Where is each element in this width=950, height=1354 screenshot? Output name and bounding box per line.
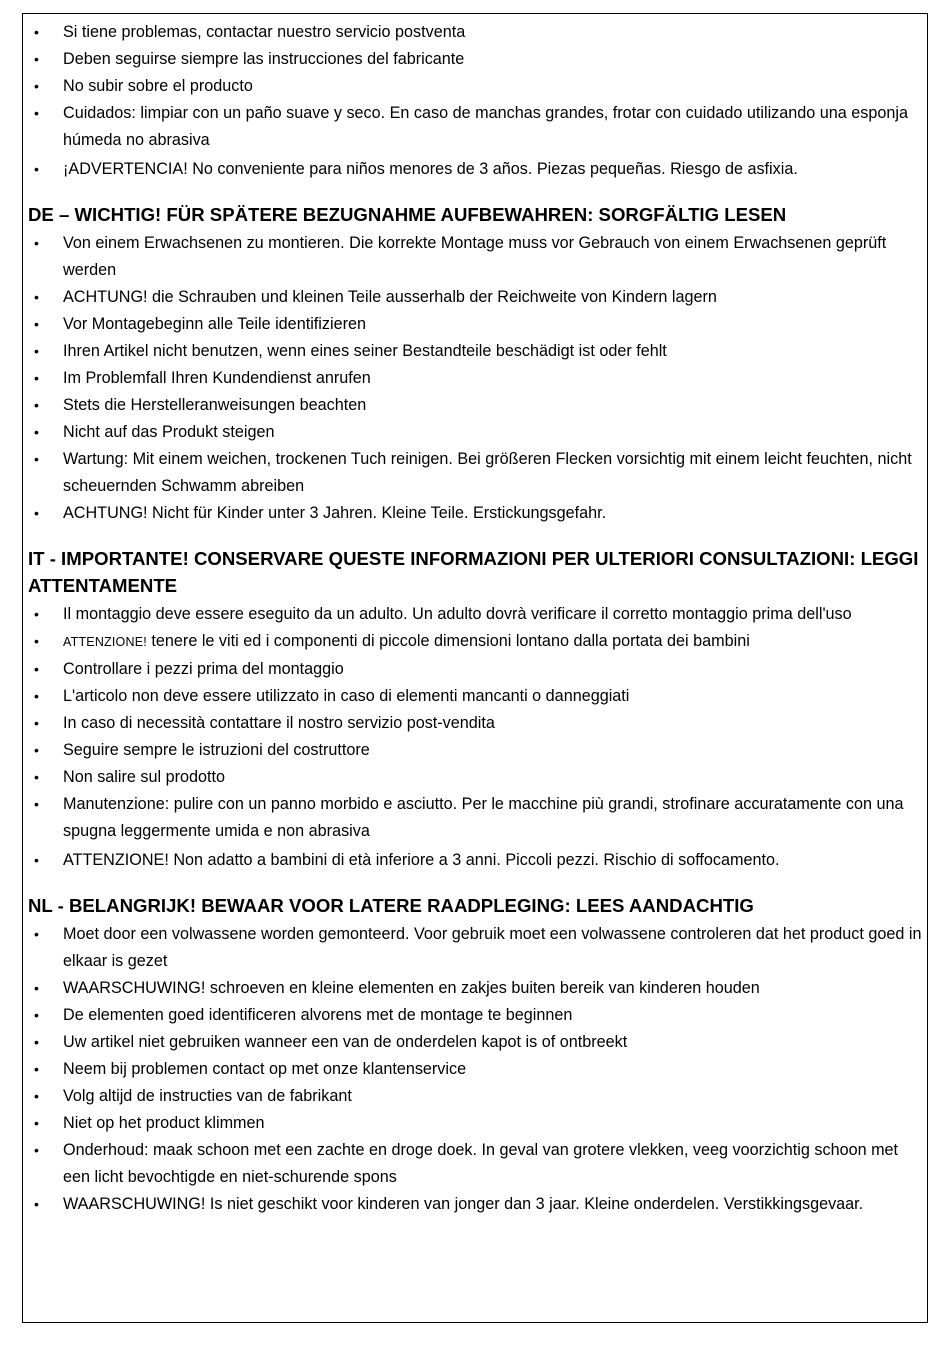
list-item [28, 230, 924, 284]
list-item [28, 921, 924, 975]
list-item [28, 683, 924, 710]
bullet-icon: • [34, 633, 39, 649]
section-heading-de: DE – WICHTIG! FÜR SPÄTERE BEZUGNAHME AUFBEWAHREN: SORGFÄLTIG LESEN [28, 204, 787, 225]
list-item-text: In caso di necessità contattare il nostro servizio post-vendita [63, 714, 495, 732]
bullet-icon: • [34, 505, 39, 521]
list-item [28, 284, 924, 311]
list-item [28, 156, 924, 183]
list-item-text: ACHTUNG! Nicht für Kinder unter 3 Jahren. Kleine Teile. Erstickungsgefahr. [63, 504, 607, 522]
list-item [28, 100, 924, 154]
list-item [28, 1191, 924, 1218]
list-item-text: Ihren Artikel nicht benutzen, wenn eines seiner Bestandteile beschädigt ist oder fehlt [63, 342, 667, 360]
bullet-icon: • [34, 1115, 39, 1131]
bullet-icon: • [34, 316, 39, 332]
list-item-text: Im Problemfall Ihren Kundendienst anrufen [63, 369, 371, 387]
bullet-icon: • [34, 852, 39, 868]
list-item [28, 419, 924, 446]
list-item-text: Deben seguirse siempre las instrucciones del fabricante [63, 50, 465, 68]
bullet-icon: • [34, 24, 39, 40]
list-item [28, 19, 924, 46]
nl-list [28, 921, 924, 1218]
list-item [28, 1137, 924, 1191]
list-item [28, 601, 924, 628]
section-heading-it: IT - IMPORTANTE! CONSERVARE QUESTE INFORMAZIONI PER ULTERIORI CONSULTAZIONI: LEGGI ATTENTAMENTE [28, 548, 919, 596]
list-item-text: ATTENZIONE! Non adatto a bambini di età inferiore a 3 anni. Piccoli pezzi. Rischio di soffocamento. [63, 851, 780, 869]
list-item [28, 1110, 924, 1137]
bullet-icon: • [34, 688, 39, 704]
list-item-text: Von einem Erwachsenen zu montieren. Die korrekte Montage muss vor Gebrauch von einem Erwachsenen geprüft werden [63, 234, 887, 279]
list-item [28, 975, 924, 1002]
list-item-text: Wartung: Mit einem weichen, trockenen Tuch reinigen. Bei größeren Flecken vorsichtig mit einem leicht feuchten, nicht scheuernden Schwamm abreiben [63, 450, 912, 495]
list-item-text: Vor Montagebeginn alle Teile identifizieren [63, 315, 366, 333]
bullet-icon: • [34, 796, 39, 812]
list-item-text: Si tiene problemas, contactar nuestro servicio postventa [63, 23, 466, 41]
list-item [28, 392, 924, 419]
list-item-text: ¡ADVERTENCIA! No conveniente para niños menores de 3 años. Piezas pequeñas. Riesgo de asfixia. [63, 160, 798, 178]
list-item-text: Stets die Herstelleranweisungen beachten [63, 396, 367, 414]
section-heading-nl: NL - BELANGRIJK! BEWAAR VOOR LATERE RAADPLEGING: LEES AANDACHTIG [28, 895, 754, 916]
bullet-icon: • [34, 289, 39, 305]
bullet-icon: • [34, 1142, 39, 1158]
list-item [28, 656, 924, 683]
bullet-icon: • [34, 1196, 39, 1212]
list-item-text: Niet op het product klimmen [63, 1114, 265, 1132]
list-item [28, 1002, 924, 1029]
list-item-text: Onderhoud: maak schoon met een zachte en droge doek. In geval van grotere vlekken, veeg voorzichtig schoon met een licht bevochtigde en niet-schurende spons [63, 1141, 899, 1186]
list-item [28, 1029, 924, 1056]
list-item [28, 628, 924, 656]
list-item-text: L'articolo non deve essere utilizzato in caso di elementi mancanti o danneggiati [63, 687, 630, 705]
bullet-icon: • [34, 606, 39, 622]
list-item [28, 46, 924, 73]
list-item [28, 1056, 924, 1083]
bullet-icon: • [34, 980, 39, 996]
bullet-icon: • [34, 51, 39, 67]
list-item [28, 500, 924, 527]
list-item-text: ACHTUNG! die Schrauben und kleinen Teile ausserhalb der Reichweite von Kindern lagern [63, 288, 717, 306]
bullet-icon: • [34, 343, 39, 359]
bullet-icon: • [34, 1061, 39, 1077]
list-item [28, 338, 924, 365]
list-item-text: Seguire sempre le istruzioni del costruttore [63, 741, 370, 759]
list-item-text: Nicht auf das Produkt steigen [63, 423, 275, 441]
it-list [28, 601, 924, 874]
bullet-icon: • [34, 1088, 39, 1104]
list-item [28, 73, 924, 100]
de-list [28, 230, 924, 527]
bullet-icon: • [34, 1034, 39, 1050]
list-item [28, 710, 924, 737]
list-item-text: Moet door een volwassene worden gemonteerd. Voor gebruik moet een volwassene controleren dat het product goed in elkaar is gezet [63, 925, 922, 970]
list-item [28, 446, 924, 500]
list-item-text: Non salire sul prodotto [63, 768, 225, 786]
list-item-text: WAARSCHUWING! Is niet geschikt voor kinderen van jonger dan 3 jaar. Kleine onderdelen. Verstikkingsgevaar. [63, 1195, 864, 1213]
bullet-icon: • [34, 742, 39, 758]
list-item-text: tenere le viti ed i componenti di piccole dimensioni lontano dalla portata dei bambini [146, 632, 750, 650]
bullet-icon: • [34, 451, 39, 467]
bullet-icon: • [34, 397, 39, 413]
list-item [28, 365, 924, 392]
es-list [28, 19, 924, 183]
list-item-text: Neem bij problemen contact op met onze klantenservice [63, 1060, 467, 1078]
list-item [28, 847, 924, 874]
list-item-text: Volg altijd de instructies van de fabrikant [63, 1087, 352, 1105]
bullet-icon: • [34, 235, 39, 251]
document-body [28, 19, 924, 1218]
bullet-icon: • [34, 661, 39, 677]
bullet-icon: • [34, 370, 39, 386]
list-item-text: De elementen goed identificeren alvorens met de montage te beginnen [63, 1006, 573, 1024]
bullet-icon: • [34, 715, 39, 731]
list-item-text: Manutenzione: pulire con un panno morbido e asciutto. Per le macchine più grandi, strofinare accuratamente con una spugna leggermente umida e non abrasiva [63, 795, 904, 840]
list-item-text: WAARSCHUWING! schroeven en kleine elementen en zakjes buiten bereik van kinderen houden [63, 979, 760, 997]
list-item-text: Cuidados: limpiar con un paño suave y seco. En caso de manchas grandes, frotar con cuidado utilizando una esponja húmeda no abrasiva [63, 104, 908, 149]
list-item [28, 1083, 924, 1110]
list-item [28, 791, 924, 845]
list-item-text: Il montaggio deve essere eseguito da un adulto. Un adulto dovrà verificare il corretto montaggio prima dell'uso [63, 605, 852, 623]
list-item [28, 764, 924, 791]
list-item [28, 737, 924, 764]
bullet-icon: • [34, 769, 39, 785]
bullet-icon: • [34, 926, 39, 942]
list-item-text: No subir sobre el producto [63, 77, 253, 95]
bullet-icon: • [34, 161, 39, 177]
list-item-text-emphasis: ATTENZIONE! [63, 635, 147, 649]
bullet-icon: • [34, 105, 39, 121]
list-item-text: Controllare i pezzi prima del montaggio [63, 660, 344, 678]
bullet-icon: • [34, 424, 39, 440]
bullet-icon: • [34, 1007, 39, 1023]
bullet-icon: • [34, 78, 39, 94]
list-item [28, 311, 924, 338]
list-item-text: Uw artikel niet gebruiken wanneer een van de onderdelen kapot is of ontbreekt [63, 1033, 628, 1051]
